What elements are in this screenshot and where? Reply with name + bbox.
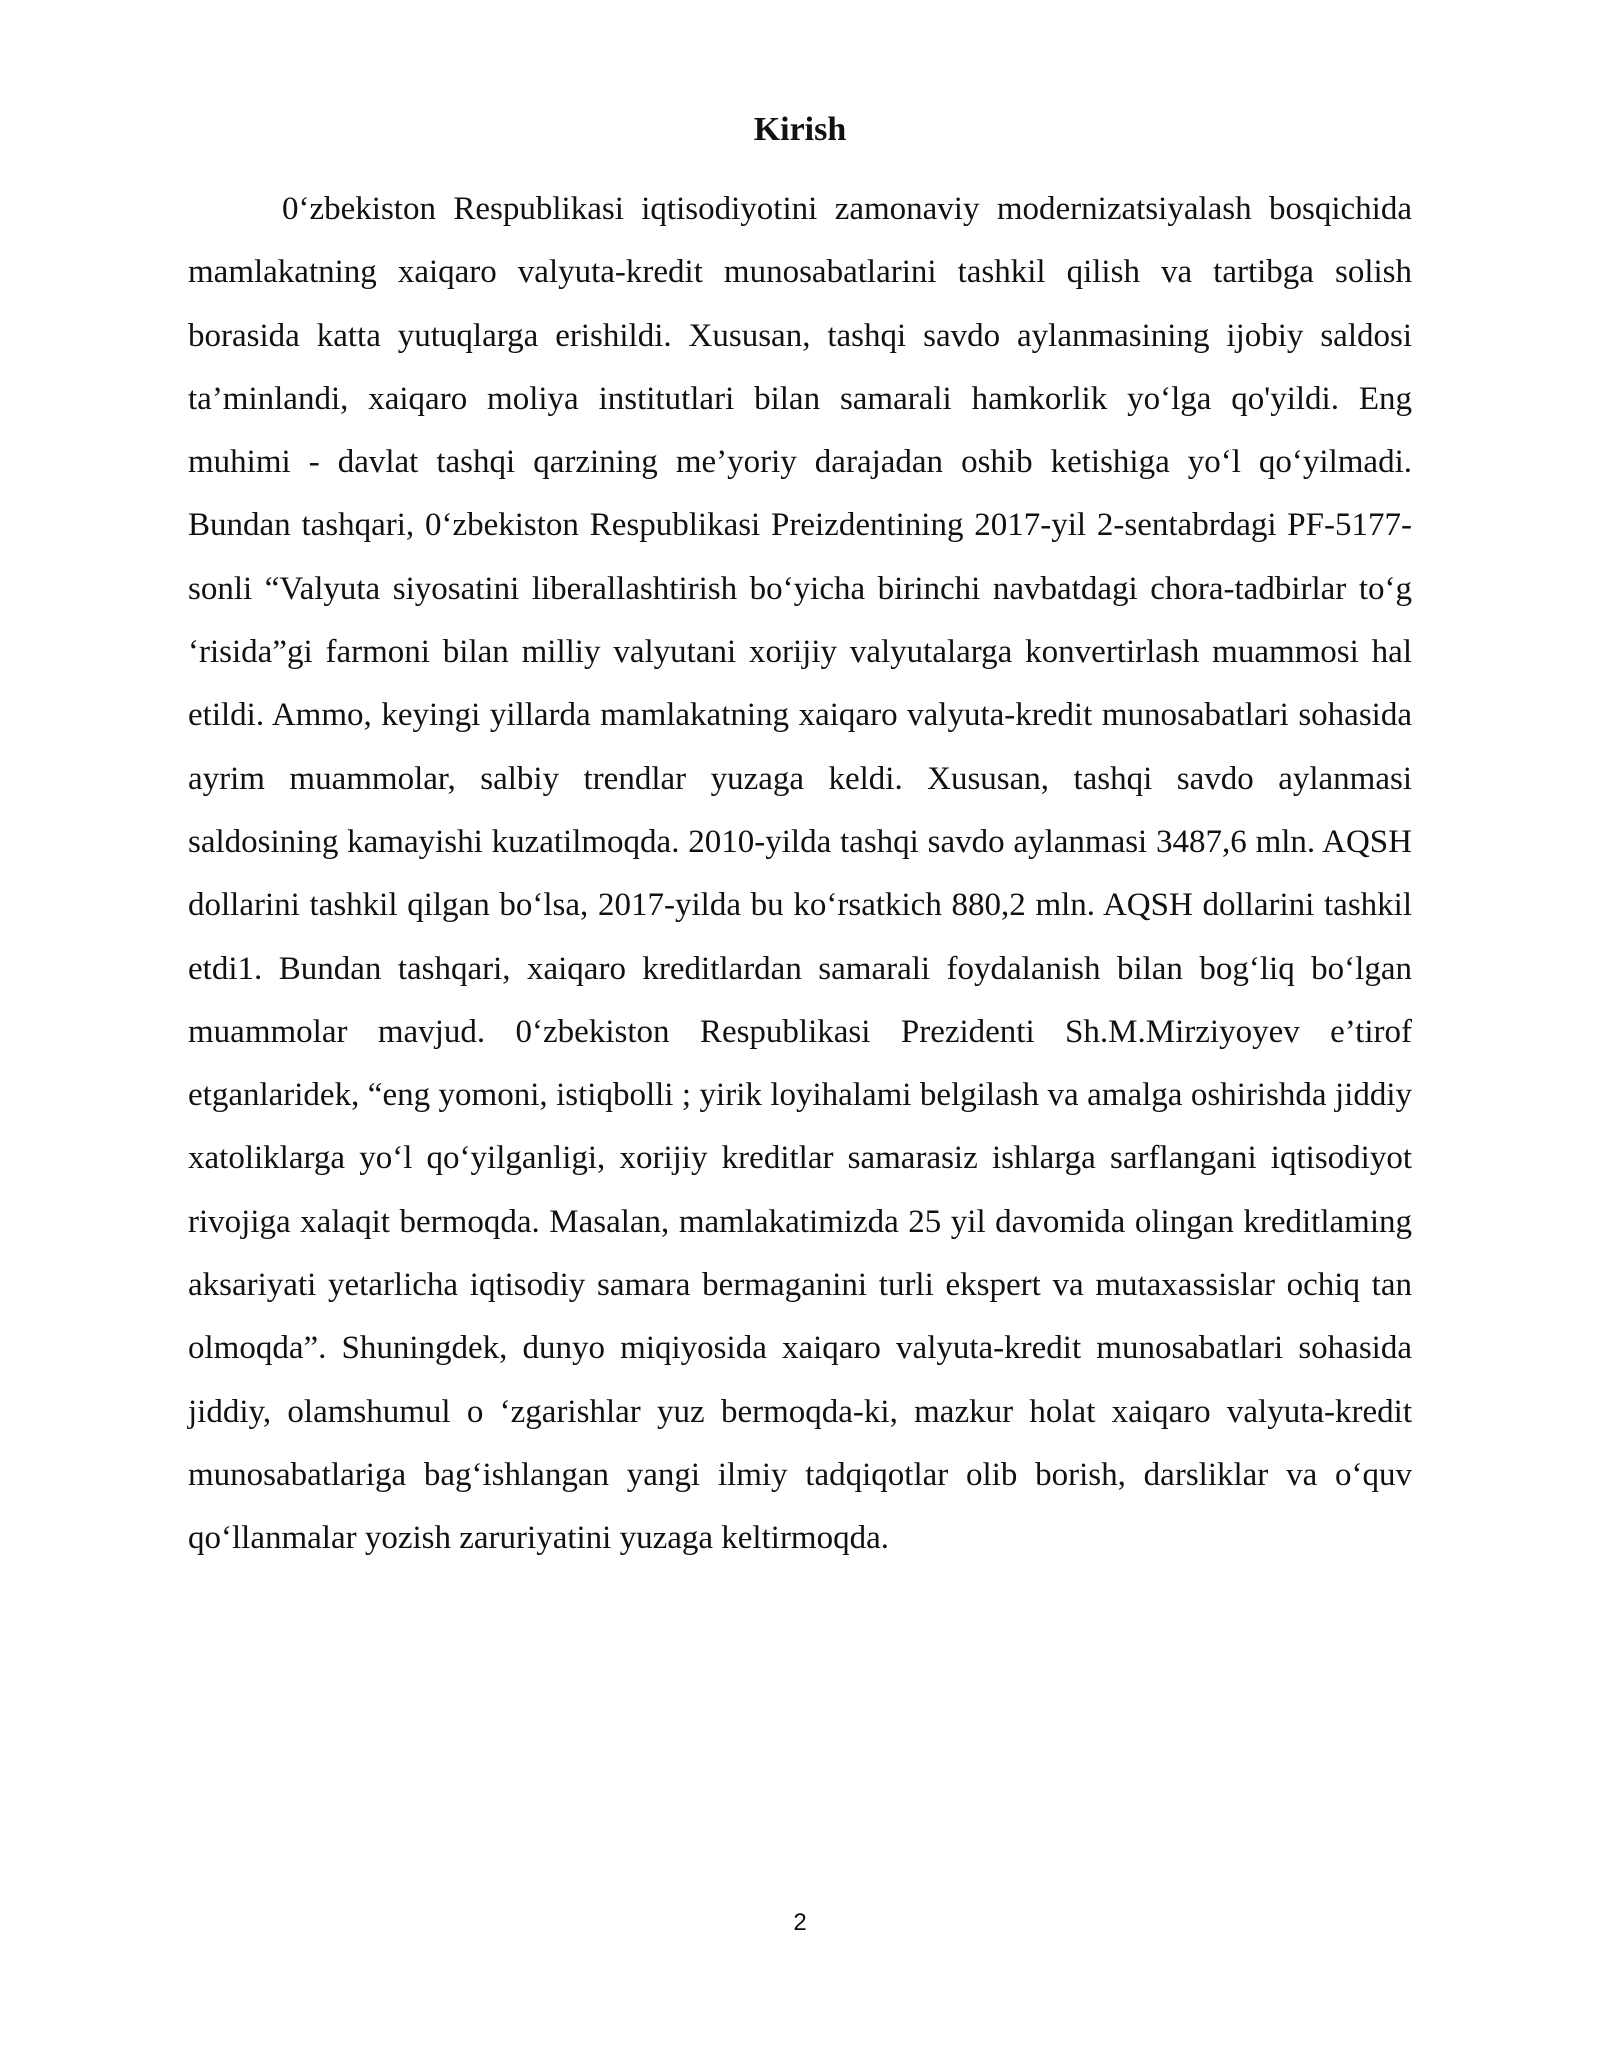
page-number: 2 [793, 1909, 807, 1936]
body-paragraph: 0‘zbekiston Respublikasi iqtisodiyotini zamonaviy modernizatsiyalash bosqichida mamlakatning xaiqaro valyuta-kredit munosabatlarini tashkil qilish va tartibga solish borasida katta yutuqlarga erishildi. Xususan, tashqi savdo aylanmasining ijobiy saldosi ta’minlandi, xaiqaro moliya institutlari bilan samarali hamkorlik yo‘lga qo'yildi. Eng muhimi - davlat tashqi qarzining me’yoriy darajadan oshib ketishiga yo‘l qo‘yilmadi. Bundan tashqari, 0‘zbekiston Respublikasi Preizdentining 2017-yil 2-sentabrdagi PF-5177-sonli “Valyuta siyosatini liberallashtirish bo‘yicha birinchi navbatdagi chora-tadbirlar to‘g ‘risida”gi farmoni bilan milliy valyutani xorijiy valyutalarga konvertirlash muammosi hal etildi. Ammo, keyingi yillarda mamlakatning xaiqaro valyuta-kredit munosabatlari sohasida ayrim muammolar, salbiy trendlar yuzaga keldi. Xususan, tashqi savdo aylanmasi saldosining kamayishi kuzatilmoqda. 2010-yilda tashqi savdo aylanmasi 3487,6 mln. AQSH dollarini tashkil qilgan bo‘lsa, 2017-yilda bu ko‘rsatkich 880,2 mln. AQSH dollarini tashkil etdi1. Bundan tashqari, xaiqaro kreditlardan samarali foydalanish bilan bog‘liq bo‘lgan muammolar mavjud. 0‘zbekiston Respublikasi Prezidenti Sh.M.Mirziyoyev e’tirof etganlaridek, “eng yomoni, istiqbolli ; yirik loyihalami belgilash va amalga oshirishda jiddiy xatoliklarga yo‘l qo‘yilganligi, xorijiy kreditlar samarasiz ishlarga sarflangani iqtisodiyot rivojiga xalaqit bermoqda. Masalan, mamlakatimizda 25 yil davomida olingan kreditlaming aksariyati yetarlicha iqtisodiy samara bermaganini turli ekspert va mutaxassislar ochiq tan olmoqda”. Shuningdek, dunyo miqiyosida xaiqaro valyuta-kredit munosabatlari sohasida jiddiy, olamshumul o ‘zgarishlar yuz bermoqda-ki, mazkur holat xaiqaro valyuta-kredit munosabatlariga bag‘ishlangan yangi ilmiy tadqiqotlar olib borish, darsliklar va o‘quv qo‘llanmalar yozish zaruriyatini yuzaga keltirmoqda. [188, 191, 1412, 1557]
page-title: Kirish [753, 111, 847, 148]
